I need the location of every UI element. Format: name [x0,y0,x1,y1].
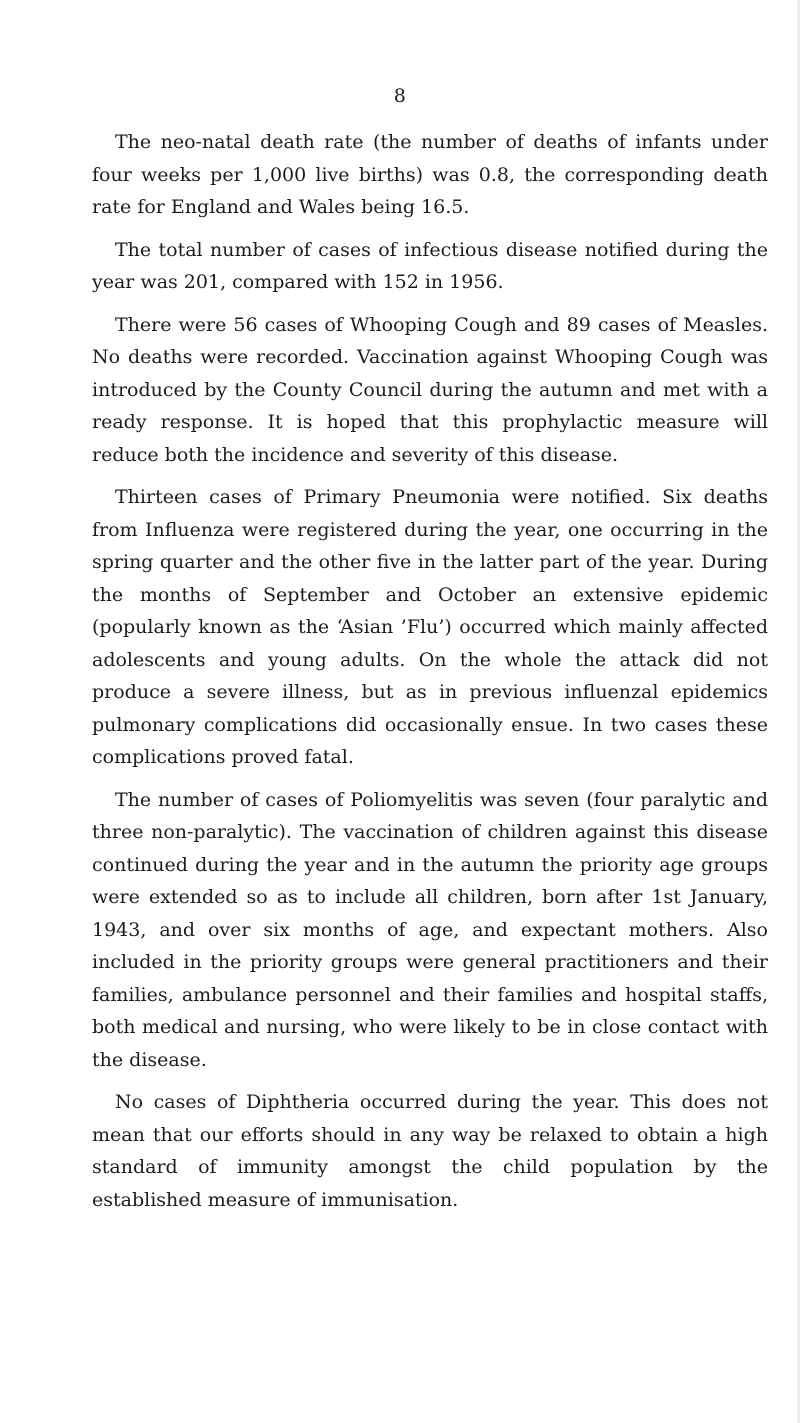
paragraph-neonatal-death-rate: The neo-natal death rate (the number of deaths of infants under four weeks per 1,000 live births) was 0.8, the corresponding death rate for England and Wales being 16.5. [92,131,768,218]
page-number: 8 [393,85,407,107]
paragraph-pneumonia-influenza: Thirteen cases of Primary Pneumonia were notified. Six deaths from Influenza were registered during the year, one occurring in the spring quarter and the other five in the latter part of the year. During the months of September and October an extensive epidemic (popularly known as the ‘Asian ’Flu’) occurred which mainly affected adolescents and young adults. On the whole the attack did not produce a severe illness, but as in previous influenzal epidemics pulmonary complications did occasionally ensue. In two cases these complications proved fatal. [92,486,768,768]
paragraph-poliomyelitis: The number of cases of Poliomyelitis was seven (four paralytic and three non-paralytic). The vaccination of children against this disease continued during the year and in the autumn the priority age groups were extended so as to include all children, born after 1st January, 1943, and over six months of age, and expectant mothers. Also included in the priority groups were general practitioners and their families, ambulance personnel and their families and hospital staffs, both medical and nursing, who were likely to be in close contact with the disease. [92,788,768,1071]
report-body [92,126,768,1226]
paragraph-infectious-disease-total: The total number of cases of infectious disease notified during the year was 201, compared with 152 in 1956. [92,238,768,293]
paragraph-whooping-cough-measles: There were 56 cases of Whooping Cough and 89 cases of Measles. No deaths were recorded. Vaccination against Whooping Cough was introduced by the County Council during the autumn and met with a ready response. It is hoped that this prophylactic measure will reduce both the incidence and severity of this disease. [92,313,768,466]
paragraph-diphtheria: No cases of Diphtheria occurred during the year. This does not mean that our efforts should in any way be relaxed to obtain a high standard of immunity amongst the child population by the established measure of immunisation. [92,1091,768,1211]
